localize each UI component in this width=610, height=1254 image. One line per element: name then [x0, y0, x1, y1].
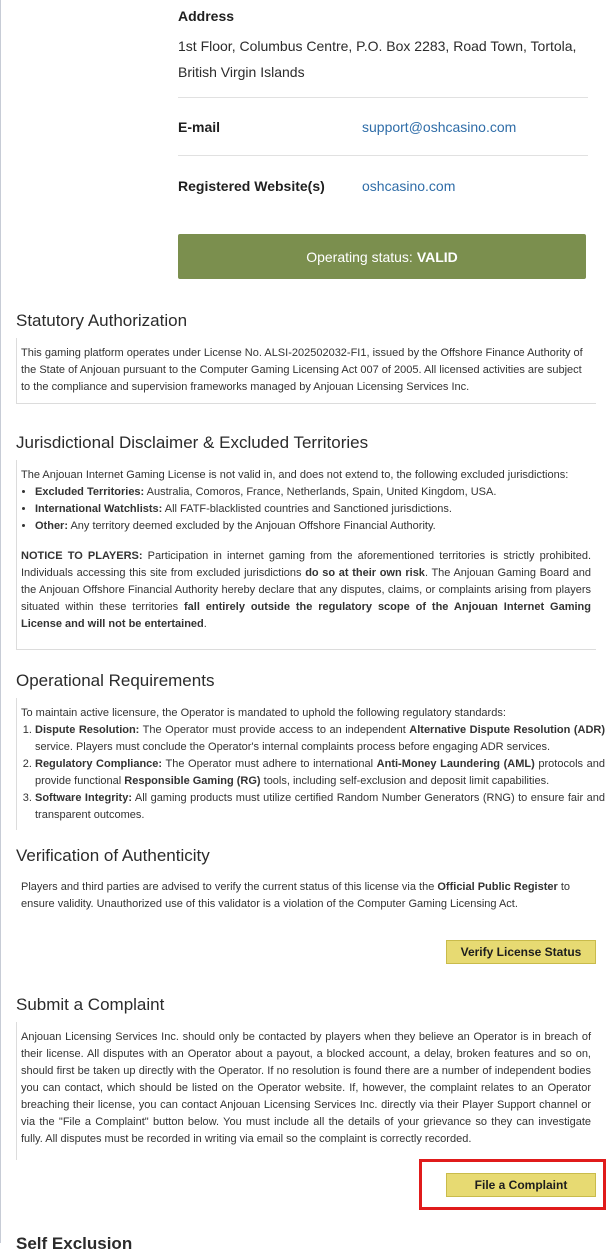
verification-heading: Verification of Authenticity — [16, 846, 210, 865]
item-text: All gaming products must utilize certified Random Number Generators (RNG) to ensure fair and transparent outcomes. — [35, 792, 605, 821]
item-text: Australia, Comoros, France, Netherlands, Spain, United Kingdom, USA. — [144, 486, 497, 498]
item-text: protocols and provide functional — [35, 758, 605, 787]
self-exclusion-heading: Self Exclusion — [16, 1234, 133, 1253]
status-value: VALID — [416, 248, 458, 265]
notice-label: NOTICE TO PLAYERS: — [21, 550, 143, 562]
item-text: service. Players must conclude the Operator's internal complaints process before engaging ADR services. — [35, 741, 551, 753]
item-text: The Operator must provide access to an independent — [139, 724, 410, 736]
email-link[interactable]: support@oshcasino.com — [362, 119, 517, 135]
statutory-text: This gaming platform operates under License No. ALSI-202502032-FI1, issued by the Offshore Finance Authority of the State of Anjouan pursuant to the Computer Gaming Licensing Act 007 of 2005. All licensed activities are subject to the compliance and supervision frameworks managed by Anjouan Licensing Services Inc. — [21, 347, 583, 393]
item-text: tools, including self-exclusion and deposit limit capabilities. — [260, 775, 550, 787]
operational-intro: To maintain active licensure, the Operator is mandated to uphold the following regulatory standards: — [21, 707, 506, 719]
divider — [178, 97, 588, 98]
item-label: Other: — [35, 520, 68, 532]
notice-text: Participation in internet gaming from the aforementioned territories is strictly prohibited. Individuals accessing this site from excluded jurisdictions — [21, 550, 592, 579]
notice-text: . — [203, 618, 207, 630]
list-item — [35, 501, 605, 518]
excluded-list — [21, 484, 605, 535]
divider — [178, 155, 588, 156]
notice-bold: do so at their own risk — [305, 567, 425, 579]
list-item — [35, 790, 605, 824]
jurisdiction-heading: Jurisdictional Disclaimer & Excluded Territories — [16, 433, 369, 452]
verification-text — [21, 879, 591, 913]
notice-bold: fall entirely outside the regulatory scope of the Anjouan Internet Gaming License and will not be entertained — [21, 601, 591, 630]
item-text: Any territory deemed excluded by the Anjouan Offshore Financial Authority. — [68, 520, 436, 532]
item-label: International Watchlists: — [35, 503, 163, 515]
verify-license-button[interactable]: Verify License Status — [446, 940, 596, 964]
left-border — [0, 0, 1, 1243]
item-label: Dispute Resolution: — [35, 724, 140, 736]
email-label: E-mail — [178, 119, 221, 135]
verification-bold: Official Public Register — [437, 881, 558, 893]
verification-text-part: to ensure validity. Unauthorized use of this validator is a violation of the Computer Gaming Licensing Act. — [21, 881, 571, 910]
website-link[interactable]: oshcasino.com — [362, 178, 456, 194]
highlight-box — [419, 1159, 606, 1210]
address-value: 1st Floor, Columbus Centre, P.O. Box 2283, Road Town, Tortola, British Virgin Islands — [178, 38, 577, 80]
item-bold: Anti-Money Laundering (AML) — [376, 758, 535, 770]
website-label: Registered Website(s) — [178, 178, 325, 194]
list-item — [35, 484, 605, 501]
list-item — [35, 518, 605, 535]
item-bold: Responsible Gaming (RG) — [124, 775, 261, 787]
complaint-text: Anjouan Licensing Services Inc. should only be contacted by players when they believe an Operator is in breach of their license. All disputes with an Operator about a payout, a blocked account, a delay, broken features and so on, should first be taken up directly with the Operator. If no resolution is found there are a number of independent bodies you can contact, which should be listed on the Operator website. If, however, the complaint relates to an Operator breaching their license, you can contact Anjouan Licensing Services Inc. directly via their Player Support channel or via the "File a Complaint" button below. You must include all the details of your grievance so they can investigate fully. All disputes must be recorded in writing via email so the complaint is correctly recorded. — [21, 1031, 591, 1145]
item-text: All FATF-blacklisted countries and Sanctioned jurisdictions. — [162, 503, 452, 515]
status-prefix: Operating status: — [306, 248, 413, 265]
operating-status-badge — [178, 234, 586, 279]
verification-text-part: Players and third parties are advised to verify the current status of this license via the — [21, 881, 438, 893]
list-item — [35, 722, 605, 756]
operational-heading: Operational Requirements — [16, 671, 215, 690]
item-label: Regulatory Compliance: — [35, 758, 163, 770]
list-item — [35, 756, 605, 790]
file-complaint-button[interactable]: File a Complaint — [446, 1173, 596, 1197]
notice-paragraph — [21, 548, 591, 633]
item-text: The Operator must adhere to international — [162, 758, 377, 770]
requirements-list — [21, 722, 605, 824]
notice-text: . The Anjouan Gaming Board and the Anjouan Offshore Financial Authority hereby declare that any disputes, claims, or complaints arising from players situated within these territories — [21, 567, 591, 613]
statutory-heading: Statutory Authorization — [16, 311, 188, 330]
address-label: Address — [178, 8, 235, 24]
item-label: Software Integrity: — [35, 792, 132, 804]
item-label: Excluded Territories: — [35, 486, 145, 498]
item-bold: Alternative Dispute Resolution (ADR) — [409, 724, 606, 736]
complaint-heading: Submit a Complaint — [16, 995, 165, 1014]
jurisdiction-intro: The Anjouan Internet Gaming License is not valid in, and does not extend to, the following excluded jurisdictions: — [21, 469, 569, 481]
